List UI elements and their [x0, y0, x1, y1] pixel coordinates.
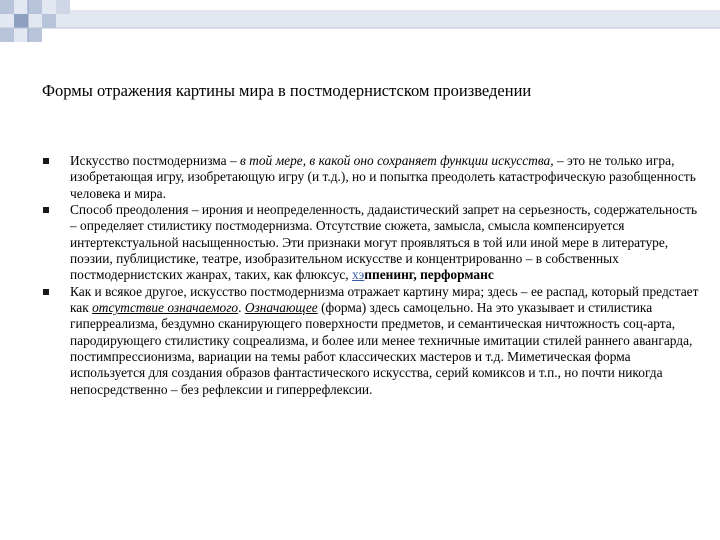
bullet-italic-text: Означающее: [244, 300, 318, 316]
square-bullet-icon: [43, 207, 49, 213]
bullet-bold-text: ппенинг, перформанс: [364, 267, 494, 283]
bullet-text: – это не только игра, изобретающая игру, изобретающую игру (и т.д.), но и попытка преодолеть катастрофическую разобщенность человека и мира.: [70, 153, 696, 201]
bullet-text: Искусство постмодернизма –: [70, 153, 241, 168]
slide-title: Формы отражения картины мира в постмодернистском произведении: [42, 81, 532, 100]
header-decoration: [0, 0, 720, 50]
bullet-list: [40, 153, 700, 398]
square-bullet-icon: [43, 289, 49, 295]
bullet-text: Как и всякое другое, искусство постмодернизма отражает картину мира; здесь – ее распад, который предстает как: [70, 283, 699, 316]
bullet-text: .: [238, 300, 245, 316]
hyperlink[interactable]: хэ: [352, 267, 365, 283]
list-item: [40, 153, 700, 202]
bullet-italic-text: отсутствие означаемого: [92, 300, 239, 316]
bullet-text: Способ преодоления – ирония и неопределенность, дадаистический запрет на серьезность, содержательность – определяет стилистику постмодернизма. Отсутствие сюжета, замысла, смысла компенсируется интертекстуальной насыщенностью. Эти признаки могут проявляться в той или иной мере в литературе, поэзии, публицистике, театре, изобразительном искусстве и концентрированно – в собственных постмодернистских жанрах, таких, как флюксус,: [70, 202, 698, 283]
list-item: [40, 202, 700, 284]
square-bullet-icon: [43, 158, 49, 164]
bullet-italic-text: в той мере, в какой оно сохраняет функции искусства,: [240, 153, 554, 168]
list-item: [40, 284, 700, 398]
bullet-text: (форма) здесь самоцельно. На это указывает и стилистика гиперреализма, бездумно сканирующего поверхности предметов, и семантическая ничтожность соц-арта, пародирующего стилистику соцреализма, и более или менее техничные имитации стилей раннего авангарда, постимпрессионизма, вариации на темы работ классических мастеров и т.д. Миметическая форма используется для создания образов фантастического искусства, серий комиксов и т.п., но почти никогда непосредственно – без рефлексии и гиперрефлексии.: [70, 300, 693, 397]
